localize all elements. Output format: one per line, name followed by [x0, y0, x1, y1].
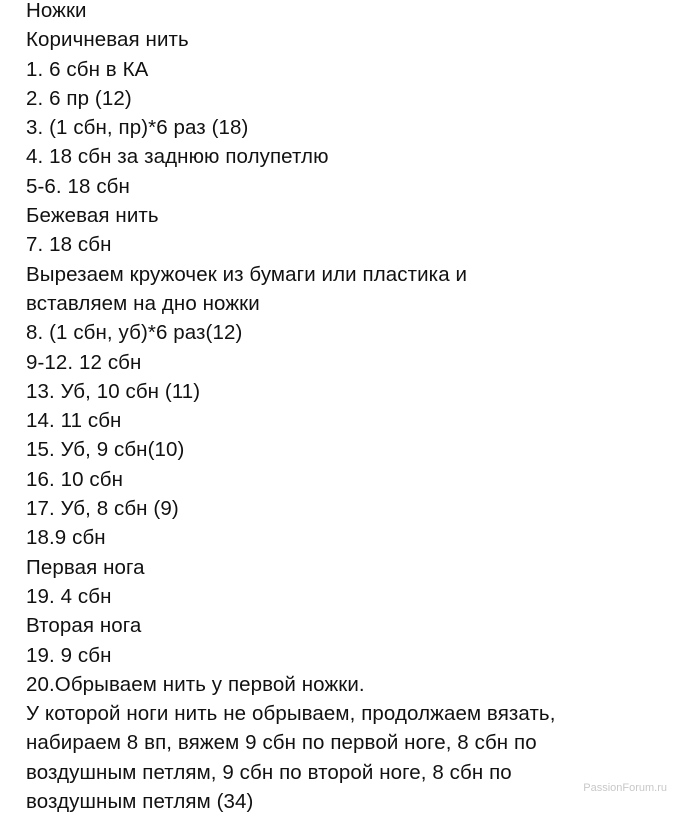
row-instruction: 13. Уб, 10 сбн (11): [26, 379, 201, 403]
row-instruction: 19. 4 сбн: [26, 584, 112, 608]
row-instruction: 9-12. 12 сбн: [26, 350, 142, 374]
row-instruction: 5-6. 18 сбн: [26, 174, 130, 198]
note-text: Вырезаем кружочек из бумаги или пластика и: [26, 262, 468, 286]
row-instruction: 18.9 сбн: [26, 526, 106, 550]
pattern-text: [26, 0, 666, 816]
section-heading: Первая нога: [26, 555, 145, 579]
note-text: вставляем на дно ножки: [26, 291, 260, 315]
row-instruction: 16. 10 сбн: [26, 467, 124, 491]
title: Ножки: [26, 0, 87, 22]
row-instruction: 8. (1 сбн, уб)*6 раз(12): [26, 321, 243, 345]
note-text: У которой ноги нить не обрываем, продолжаем вязать,: [26, 702, 556, 726]
section-heading: Вторая нога: [26, 614, 142, 638]
row-instruction: 20.Обрываем нить у первой ножки.: [26, 672, 365, 696]
watermark: PassionForum.ru: [583, 782, 667, 794]
row-instruction: 14. 11 сбн: [26, 409, 122, 433]
row-instruction: 2. 6 пр (12): [26, 86, 132, 110]
section-heading: Бежевая нить: [26, 204, 159, 228]
row-instruction: 7. 18 сбн: [26, 233, 112, 257]
note-text: набираем 8 вп, вяжем 9 сбн по первой ноге, 8 сбн по: [26, 731, 537, 755]
row-instruction: 3. (1 сбн, пр)*6 раз (18): [26, 116, 249, 140]
row-instruction: 4. 18 сбн за заднюю полупетлю: [26, 145, 329, 169]
section-heading: Коричневая нить: [26, 28, 189, 52]
row-instruction: 1. 6 сбн в КА: [26, 57, 149, 81]
row-instruction: 15. Уб, 9 сбн(10): [26, 438, 185, 462]
row-instruction: 19. 9 сбн: [26, 643, 112, 667]
note-text: воздушным петлям (34): [26, 790, 254, 814]
row-instruction: 17. Уб, 8 сбн (9): [26, 497, 179, 521]
note-text: воздушным петлям, 9 сбн по второй ноге, 8 сбн по: [26, 760, 512, 784]
